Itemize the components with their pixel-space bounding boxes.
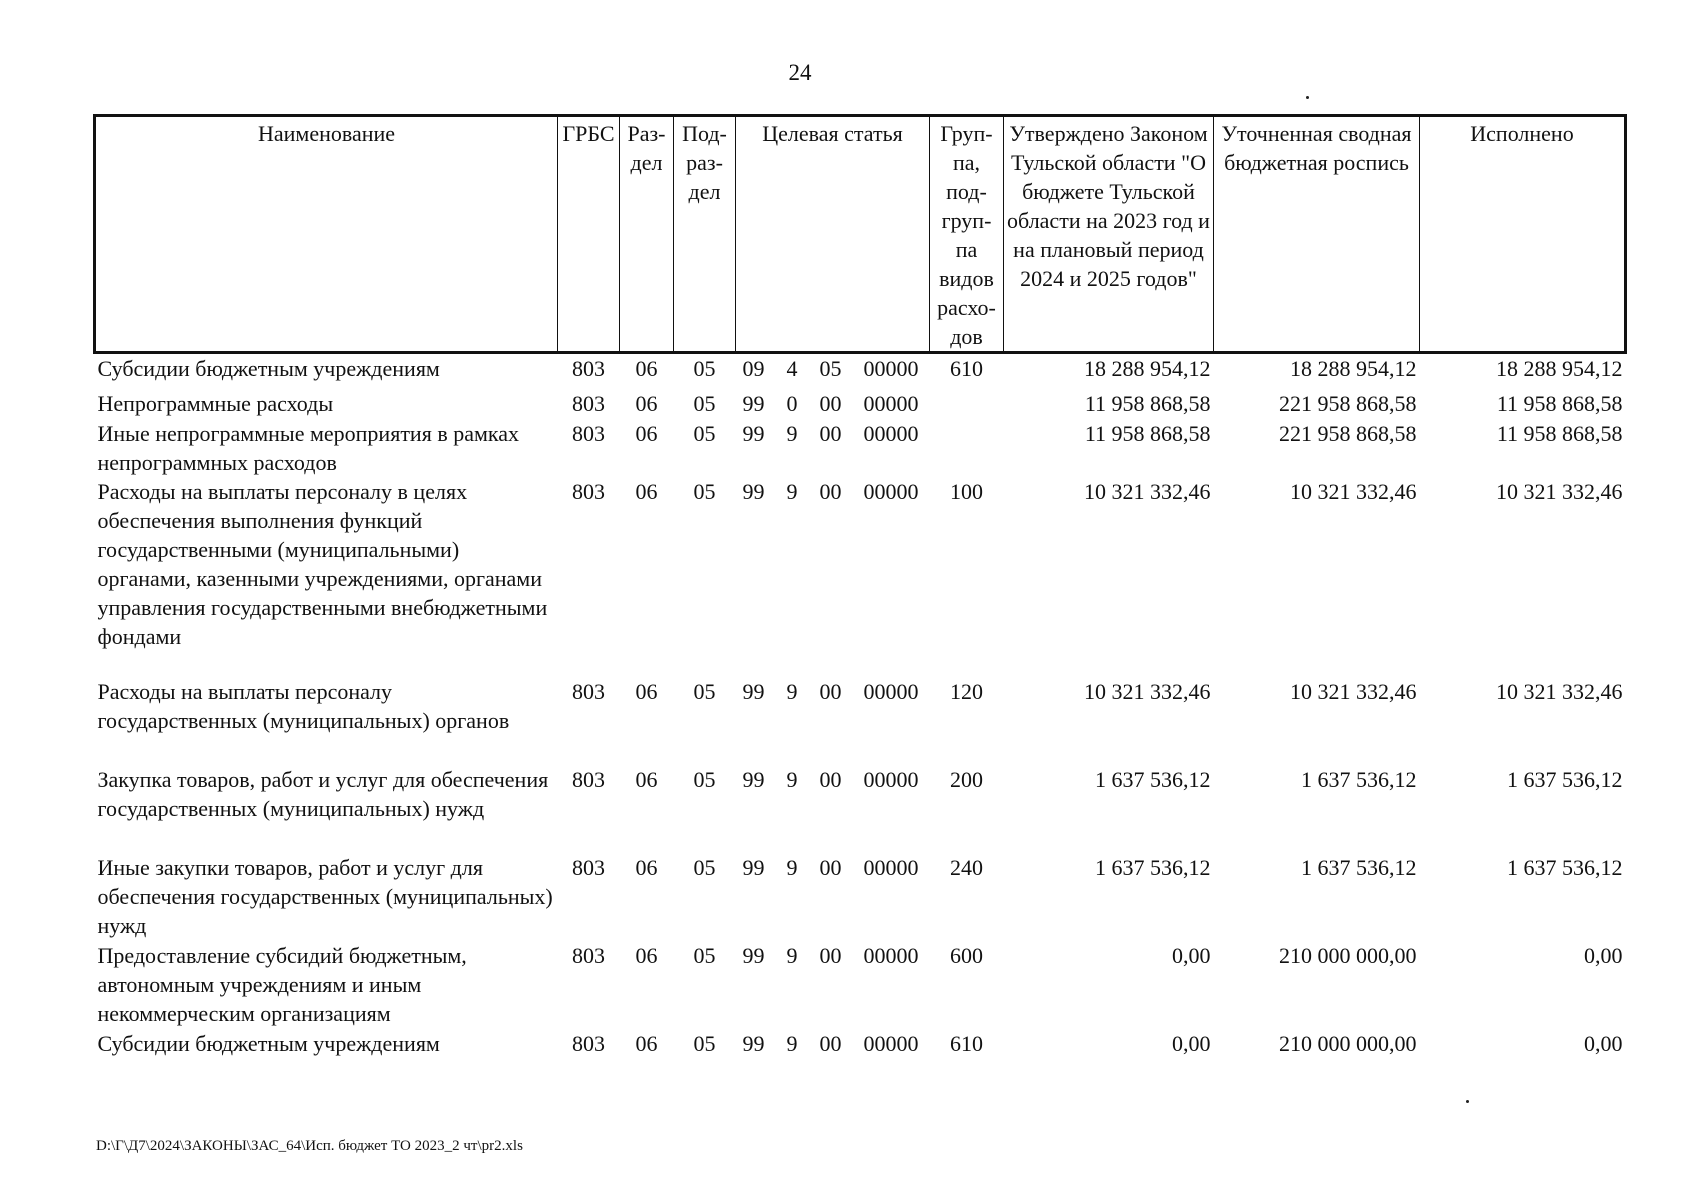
table-row: [95, 853, 1626, 941]
row-razdel: 06: [635, 942, 658, 968]
celevaya-statya-part: 00: [819, 942, 842, 968]
row-celevaya-statya: [736, 389, 930, 419]
row-ispolneno: 10 321 332,46: [1496, 478, 1623, 504]
row-utverzhdeno: 0,00: [1172, 942, 1211, 968]
row-grbs: 803: [572, 678, 605, 704]
table-row: [95, 1029, 1626, 1063]
row-podrazdel: 05: [693, 390, 716, 416]
row-podrazdel: 05: [693, 766, 716, 792]
row-ispolneno: 1 637 536,12: [1507, 854, 1623, 880]
header-utochnennaya: Уточненная сводная бюджетная роспись: [1214, 116, 1420, 353]
celevaya-statya-part: 00000: [863, 478, 919, 504]
row-ispolneno: 10 321 332,46: [1496, 678, 1623, 704]
row-name: Расходы на выплаты персоналу государственных (муниципальных) органов: [97, 678, 510, 733]
row-utochnennaya: 221 958 868,58: [1279, 390, 1417, 416]
row-utochnennaya: 210 000 000,00: [1279, 1030, 1417, 1056]
row-name: Расходы на выплаты персоналу в целях обеспечения выполнения функций государственными (муниципальными) органами, казенными учреждениями, органами управления государственными внебюджетными фондами: [97, 478, 548, 649]
row-grbs: 803: [572, 766, 605, 792]
row-grbs: 803: [572, 478, 605, 504]
row-gruppa: 610: [950, 1030, 983, 1056]
row-gruppa: 610: [950, 356, 983, 381]
row-celevaya-statya: [736, 853, 930, 941]
row-podrazdel: 05: [693, 356, 716, 381]
celevaya-statya-part: 00000: [863, 1030, 919, 1056]
row-razdel: 06: [635, 854, 658, 880]
row-ispolneno: 11 958 868,58: [1496, 390, 1623, 416]
header-utverzhdeno: Утверждено Законом Тульской области "О бюджете Тульской области на 2023 год и на плановый период 2024 и 2025 годов": [1004, 116, 1214, 353]
celevaya-statya-part: 0: [786, 390, 798, 416]
row-razdel: 06: [635, 766, 658, 792]
celevaya-statya-part: 4: [786, 356, 798, 381]
celevaya-statya-part: 9: [786, 942, 798, 968]
row-celevaya-statya: [736, 419, 930, 477]
scan-speck: [1466, 1100, 1469, 1103]
celevaya-statya-part: 99: [742, 478, 765, 504]
row-name: Субсидии бюджетным учреждениям: [97, 356, 440, 381]
celevaya-statya-part: 00: [819, 1030, 842, 1056]
celevaya-statya-part: 9: [786, 854, 798, 880]
row-utverzhdeno: 11 958 868,58: [1084, 420, 1211, 446]
row-razdel: 06: [635, 678, 658, 704]
row-celevaya-statya: [736, 765, 930, 853]
row-utochnennaya: 18 288 954,12: [1290, 356, 1417, 381]
row-grbs: 803: [572, 942, 605, 968]
file-path: D:\Г\Д7\2024\ЗАКОНЫ\ЗАС_64\Исп. бюджет ТО 2023_2 чт\pr2.xls: [96, 1138, 523, 1154]
celevaya-statya-part: 99: [742, 854, 765, 880]
celevaya-statya-part: 00000: [863, 678, 919, 704]
row-celevaya-statya: [736, 677, 930, 765]
celevaya-statya-part: 00000: [863, 390, 919, 416]
celevaya-statya-part: 00000: [863, 854, 919, 880]
row-podrazdel: 05: [693, 678, 716, 704]
row-podrazdel: 05: [693, 478, 716, 504]
scan-speck: [1306, 96, 1309, 99]
row-gruppa: 240: [950, 854, 983, 880]
celevaya-statya-part: 99: [742, 1030, 765, 1056]
row-gruppa: 120: [950, 678, 983, 704]
celevaya-statya-part: 9: [786, 766, 798, 792]
row-razdel: 06: [635, 478, 658, 504]
celevaya-statya-part: 05: [819, 356, 842, 381]
table-header: [95, 116, 1626, 353]
table-row: [95, 389, 1626, 419]
celevaya-statya-part: 00: [819, 766, 842, 792]
header-ispolneno: Исполнено: [1420, 116, 1626, 353]
celevaya-statya-part: 00000: [863, 420, 919, 446]
row-ispolneno: 0,00: [1584, 942, 1623, 968]
row-name: Закупка товаров, работ и услуг для обеспечения государственных (муниципальных) нужд: [97, 766, 549, 821]
celevaya-statya-part: 99: [742, 678, 765, 704]
row-razdel: 06: [635, 356, 658, 381]
row-name: Иные непрограммные мероприятия в рамках непрограммных расходов: [97, 420, 520, 475]
row-utochnennaya: 1 637 536,12: [1301, 766, 1417, 792]
table-row: [95, 419, 1626, 477]
table-row: [95, 765, 1626, 853]
header-gruppa: Груп-па, под-груп-па видов расхо-дов: [930, 116, 1004, 353]
row-celevaya-statya: [736, 353, 930, 389]
row-ispolneno: 1 637 536,12: [1507, 766, 1623, 792]
row-podrazdel: 05: [693, 420, 716, 446]
header-celevaya-statya: Целевая статья: [736, 116, 930, 353]
row-podrazdel: 05: [693, 942, 716, 968]
row-utochnennaya: 10 321 332,46: [1290, 478, 1417, 504]
row-celevaya-statya: [736, 941, 930, 1029]
row-razdel: 06: [635, 1030, 658, 1056]
celevaya-statya-part: 00: [819, 678, 842, 704]
row-ispolneno: 11 958 868,58: [1496, 420, 1623, 446]
row-name: Непрограммные расходы: [97, 390, 334, 416]
row-utverzhdeno: 10 321 332,46: [1084, 478, 1211, 504]
celevaya-statya-part: 9: [786, 478, 798, 504]
row-celevaya-statya: [736, 477, 930, 677]
row-utverzhdeno: 1 637 536,12: [1095, 854, 1211, 880]
celevaya-statya-part: 00: [819, 420, 842, 446]
celevaya-statya-part: 00: [819, 390, 842, 416]
row-podrazdel: 05: [693, 854, 716, 880]
row-utochnennaya: 221 958 868,58: [1279, 420, 1417, 446]
row-grbs: 803: [572, 854, 605, 880]
celevaya-statya-part: 00: [819, 854, 842, 880]
row-gruppa: [930, 389, 1004, 419]
table-row: [95, 353, 1626, 389]
row-utochnennaya: 10 321 332,46: [1290, 678, 1417, 704]
row-ispolneno: 0,00: [1584, 1030, 1623, 1056]
row-utverzhdeno: 11 958 868,58: [1084, 390, 1211, 416]
celevaya-statya-part: 99: [742, 420, 765, 446]
row-podrazdel: 05: [693, 1030, 716, 1056]
row-utverzhdeno: 18 288 954,12: [1084, 356, 1211, 381]
row-name: Предоставление субсидий бюджетным, автономным учреждениям и иным некоммерческим организациям: [97, 942, 467, 1026]
row-utverzhdeno: 0,00: [1172, 1030, 1211, 1056]
row-ispolneno: 18 288 954,12: [1496, 356, 1623, 381]
row-gruppa: 200: [950, 766, 983, 792]
row-razdel: 06: [635, 390, 658, 416]
row-gruppa: [930, 419, 1004, 477]
table-row: [95, 677, 1626, 765]
celevaya-statya-part: 9: [786, 678, 798, 704]
table-row: [95, 477, 1626, 677]
row-grbs: 803: [572, 420, 605, 446]
celevaya-statya-part: 00000: [863, 942, 919, 968]
header-name: Наименование: [95, 116, 558, 353]
table-row: [95, 941, 1626, 1029]
row-name: Субсидии бюджетным учреждениям: [97, 1030, 440, 1056]
row-gruppa: 600: [950, 942, 983, 968]
celevaya-statya-part: 9: [786, 1030, 798, 1056]
row-name: Иные закупки товаров, работ и услуг для обеспечения государственных (муниципальных) нужд: [97, 854, 553, 938]
header-grbs: ГРБС: [558, 116, 620, 353]
celevaya-statya-part: 00000: [863, 766, 919, 792]
page-number: 24: [788, 60, 812, 85]
header-razdel: Раз-дел: [620, 116, 674, 353]
row-utverzhdeno: 1 637 536,12: [1095, 766, 1211, 792]
celevaya-statya-part: 9: [786, 420, 798, 446]
celevaya-statya-part: 00: [819, 478, 842, 504]
row-celevaya-statya: [736, 1029, 930, 1063]
row-gruppa: 100: [950, 478, 983, 504]
row-grbs: 803: [572, 356, 605, 381]
celevaya-statya-part: 99: [742, 766, 765, 792]
celevaya-statya-part: 09: [742, 356, 765, 381]
celevaya-statya-part: 00000: [863, 356, 919, 381]
header-podrazdel: Под-раз-дел: [674, 116, 736, 353]
row-utochnennaya: 1 637 536,12: [1301, 854, 1417, 880]
row-utochnennaya: 210 000 000,00: [1279, 942, 1417, 968]
row-grbs: 803: [572, 1030, 605, 1056]
celevaya-statya-part: 99: [742, 390, 765, 416]
row-razdel: 06: [635, 420, 658, 446]
row-utverzhdeno: 10 321 332,46: [1084, 678, 1211, 704]
row-grbs: 803: [572, 390, 605, 416]
celevaya-statya-part: 99: [742, 942, 765, 968]
budget-table: [93, 114, 1627, 1063]
